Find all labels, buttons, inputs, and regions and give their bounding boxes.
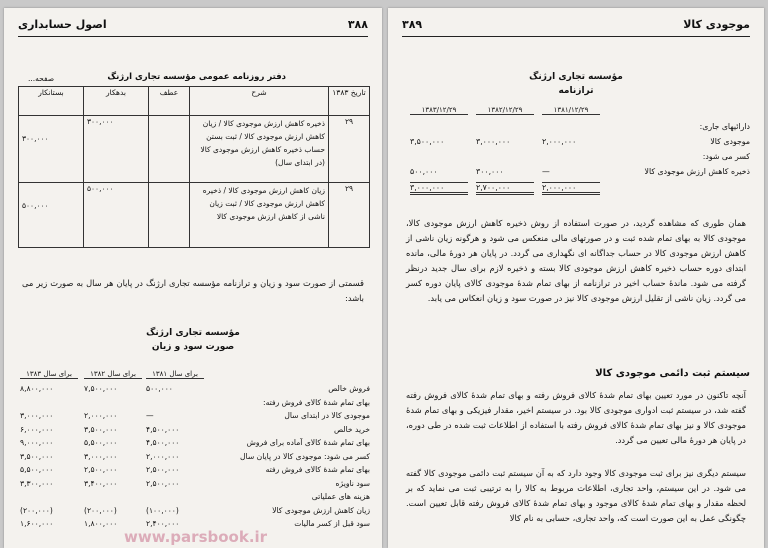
income-title: صورت سود و زیان xyxy=(151,342,235,352)
entry-credit: ۵۰۰,۰۰۰ xyxy=(19,183,84,248)
income-row-label: فروش خالص xyxy=(328,384,370,393)
balance-rows xyxy=(402,122,750,197)
income-row-label: خرید خالص xyxy=(333,424,370,434)
running-title: موجودی کالا xyxy=(683,18,750,31)
income-row xyxy=(18,384,370,398)
income-row-label: هزینه های عملیاتی xyxy=(311,492,370,501)
income-row-value: ۳,۵۰۰,۰۰۰ xyxy=(84,424,118,434)
page-number: ۳۸۸ xyxy=(347,18,368,31)
entry-desc: زیان کاهش ارزش موجودی کالا / ذخیره کاهش ارزش موجودی کالا / ثبت زیان ناشی از کاهش ارزش موجودی کالا xyxy=(190,183,329,248)
entry-day: ۲۹ xyxy=(329,116,370,183)
intro-paragraph: قسمتی از صورت سود و زیان و ترازنامه مؤسسه تجاری ارژنگ در پایان هر سال به صورت زیر می باشد: xyxy=(22,278,364,303)
paragraph-2: آنچه تاکنون در مورد تعیین بهای تمام شدهٔ کالای فروش رفته و بهای تمام شدهٔ کالای فروش رفته گفته شد، در سیستم ثبت ادواری موجودی کالا بود. در سیستم اخیر، مقدار فیزیکی و بهای تمام شدهٔ موجودی کالا و نیز بهای تمام شدهٔ کالای فروش رفته با استفاده از اطلاعات ثبت شده در طی دوره، در پایان هر دورهٔ مالی تعیین می گردد. xyxy=(406,390,746,445)
left-page xyxy=(4,8,382,548)
paragraph-3: سیستم دیگری نیز برای ثبت موجودی کالا وجود دارد که به آن سیستم ثبت دائمی موجودی کالا گفته می شود. در این سیستم، واحد تجاری، اطلاعات مربوط به کالا را به ترتیبی ثبت می نماید که بر لحظه مقدار و بهای تمام شدهٔ کالای موجود و بهای تمام شدهٔ کالای فروش رفته قابل تعیین است. چگونگی عمل به این صورت است که، واحد تجاری، حسابی به نام کالا xyxy=(406,468,746,523)
income-row-value: ۳,۵۰۰,۰۰۰ xyxy=(20,451,54,461)
income-col-header: برای سال ۱۳۸۲ xyxy=(84,370,142,379)
balance-row xyxy=(402,137,750,152)
balance-row-value: ۳,۰۰۰,۰۰۰ xyxy=(476,137,511,146)
journal-header-row xyxy=(19,87,370,116)
income-row xyxy=(18,465,370,479)
income-row xyxy=(18,398,370,412)
income-row-label: سود قبل از کسر مالیات xyxy=(294,519,370,528)
entry-debit: ۵۰۰,۰۰۰ xyxy=(84,183,149,248)
journal-header: عطف xyxy=(149,87,190,116)
journal-header: بدهکار xyxy=(84,87,149,116)
journal-header: شرح xyxy=(190,87,329,116)
balance-row-value: ۲,۷۰۰,۰۰۰ xyxy=(476,182,534,195)
income-row-value: ۷,۵۰۰,۰۰۰ xyxy=(84,384,118,393)
balance-row-label: کسر می شود: xyxy=(702,152,750,161)
income-statement xyxy=(18,370,370,533)
entry-credit: ۳۰۰,۰۰۰ xyxy=(19,116,84,183)
income-company: مؤسسه تجاری ارژنگ xyxy=(146,328,240,338)
balance-col-header: ۱۳۸۳/۱۲/۲۹ xyxy=(410,106,468,115)
income-rows xyxy=(18,384,370,533)
income-row xyxy=(18,425,370,439)
running-title: اصول حسابداری xyxy=(18,18,107,31)
income-row-label: بهای تمام شدهٔ کالای فروش رفته xyxy=(265,465,370,474)
income-row-value: (۲۰۰,۰۰۰) xyxy=(20,505,53,515)
balance-row-value: ۵۰۰,۰۰۰ xyxy=(410,167,438,176)
journal-entry xyxy=(19,116,370,183)
balance-row xyxy=(402,152,750,167)
income-col-headers xyxy=(18,370,370,384)
right-page xyxy=(388,8,764,548)
income-row xyxy=(18,452,370,466)
balance-row-label: موجودی کالا xyxy=(710,137,750,146)
journal-header: تاریخ ۱۳۸۳ xyxy=(329,87,370,116)
income-row-value: ۲,۵۰۰,۰۰۰ xyxy=(146,465,180,474)
income-row-value: ۳,۴۰۰,۰۰۰ xyxy=(84,478,118,488)
income-row-value: ۸,۸۰۰,۰۰۰ xyxy=(20,384,54,393)
balance-row-value: ۳,۵۰۰,۰۰۰ xyxy=(410,137,445,146)
income-row-value: ۲,۰۰۰,۰۰۰ xyxy=(84,411,118,420)
journal-entry xyxy=(19,183,370,248)
balance-company: مؤسسه تجاری ارژنگ xyxy=(529,72,623,82)
balance-row-value: ۲,۰۰۰,۰۰۰ xyxy=(542,137,577,146)
balance-col-headers xyxy=(402,106,750,122)
balance-title: ترازنامه xyxy=(558,86,594,96)
income-row-value: — xyxy=(146,411,154,420)
entry-ref xyxy=(149,116,190,183)
income-col-header: برای سال ۱۳۸۳ xyxy=(20,370,78,379)
income-row-label: موجودی کالا در ابتدای سال xyxy=(284,411,370,420)
journal-header: بستانکار xyxy=(19,87,84,116)
income-row-label: بهای تمام شدهٔ کالای فروش رفته: xyxy=(263,397,370,407)
balance-row-value: ۳۰۰,۰۰۰ xyxy=(476,167,504,176)
income-row-value: ۳,۰۰۰,۰۰۰ xyxy=(20,411,54,420)
income-row-value: (۱۰۰,۰۰۰) xyxy=(146,505,179,515)
balance-col-header: ۱۳۸۲/۱۲/۲۹ xyxy=(476,106,534,115)
balance-row xyxy=(402,122,750,137)
balance-col-header: ۱۳۸۱/۱۲/۲۹ xyxy=(542,106,600,115)
income-row-value: (۲۰۰,۰۰۰) xyxy=(84,505,117,515)
section-title: سیستم ثبت دائمی موجودی کالا xyxy=(595,368,750,379)
income-row-value: ۹,۰۰۰,۰۰۰ xyxy=(20,438,54,447)
income-col-header: برای سال ۱۳۸۱ xyxy=(146,370,204,379)
income-row-value: ۱,۶۰۰,۰۰۰ xyxy=(20,519,54,528)
left-page-header xyxy=(18,18,368,37)
income-row-value: ۵,۵۰۰,۰۰۰ xyxy=(84,438,118,447)
income-row-value: ۶,۰۰۰,۰۰۰ xyxy=(20,424,54,434)
income-row xyxy=(18,506,370,520)
watermark: www.parsbook.ir xyxy=(124,528,268,546)
income-row xyxy=(18,479,370,493)
journal-page-label: صفحه... xyxy=(28,74,55,83)
income-row-value: ۱,۸۰۰,۰۰۰ xyxy=(84,519,118,528)
income-row xyxy=(18,492,370,506)
page-number: ۳۸۹ xyxy=(402,18,423,31)
balance-row xyxy=(402,182,750,197)
balance-sheet xyxy=(402,106,750,197)
income-row-value: ۴,۵۰۰,۰۰۰ xyxy=(146,438,180,447)
income-row-value: ۲,۰۰۰,۰۰۰ xyxy=(146,451,180,461)
income-row-label: بهای تمام شدهٔ کالای آماده برای فروش xyxy=(246,438,370,447)
income-row-label: زیان کاهش ارزش موجودی کالا xyxy=(272,505,370,515)
income-row-value: ۴,۵۰۰,۰۰۰ xyxy=(146,424,180,434)
income-row-value: ۳,۳۰۰,۰۰۰ xyxy=(20,478,54,488)
income-row-value: ۵,۵۰۰,۰۰۰ xyxy=(20,465,54,474)
journal-table xyxy=(18,86,370,248)
income-row xyxy=(18,438,370,452)
right-page-header xyxy=(402,18,750,37)
entry-desc: ذخیره کاهش ارزش موجودی کالا / زیان کاهش ارزش موجودی کالا / ثبت بستن حساب ذخیره کاهش ارزش موجودی کالا (در ابتدای سال) xyxy=(190,116,329,183)
balance-row-label: دارائیهای جاری: xyxy=(699,122,750,131)
balance-row-label: ذخیره کاهش ارزش موجودی کالا xyxy=(644,167,750,176)
income-row-value: ۵۰۰,۰۰۰ xyxy=(146,384,173,393)
income-row-label: سود ناویژه xyxy=(335,478,370,488)
entry-day: ۲۹ xyxy=(329,183,370,248)
journal-title: دفتر روزنامه عمومی مؤسسه تجاری ارژنگ xyxy=(107,72,286,82)
balance-row-value: ۳,۰۰۰,۰۰۰ xyxy=(410,182,468,195)
income-row-value: ۲,۵۰۰,۰۰۰ xyxy=(84,465,118,474)
balance-row-value: ۲,۰۰۰,۰۰۰ xyxy=(542,182,600,195)
income-row-label: کسر می شود: موجودی کالا در پایان سال xyxy=(240,451,370,461)
balance-row xyxy=(402,167,750,182)
balance-row-value: — xyxy=(542,167,550,176)
paragraph-1: همان طوری که مشاهده گردید، در صورت استفاده از روش ذخیره کاهش ارزش موجودی کالا، موجودی کالا به بهای تمام شده ثبت و در صورتهای مالی منعکس می شود و هرگونه زیان ناشی از کاهش ارزش موجودی کالا در حساب جداگانه ای نگهداری می گردد. در پایان هر دورهٔ مالی، مانده ابتدای دوره حساب ذخیره کاهش ارزش موجودی کالا بسته و ذخیره لازم برای سال جدید درنظر گرفته می شود. ماندهٔ حساب اخیر در ترازنامه از بهای تمام شدهٔ موجودی کالای پایان دوره کسر می گردد. زیان ناشی از تقلیل ارزش موجودی کالا نیز در صورت سود و زیان انعکاس می یابد. xyxy=(406,218,746,303)
income-row xyxy=(18,411,370,425)
income-row-value: ۲,۴۰۰,۰۰۰ xyxy=(146,519,180,528)
income-row-value: ۲,۵۰۰,۰۰۰ xyxy=(146,478,180,488)
entry-debit: ۳۰۰,۰۰۰ xyxy=(84,116,149,183)
income-row-value: ۳,۰۰۰,۰۰۰ xyxy=(84,451,118,461)
entry-ref xyxy=(149,183,190,248)
